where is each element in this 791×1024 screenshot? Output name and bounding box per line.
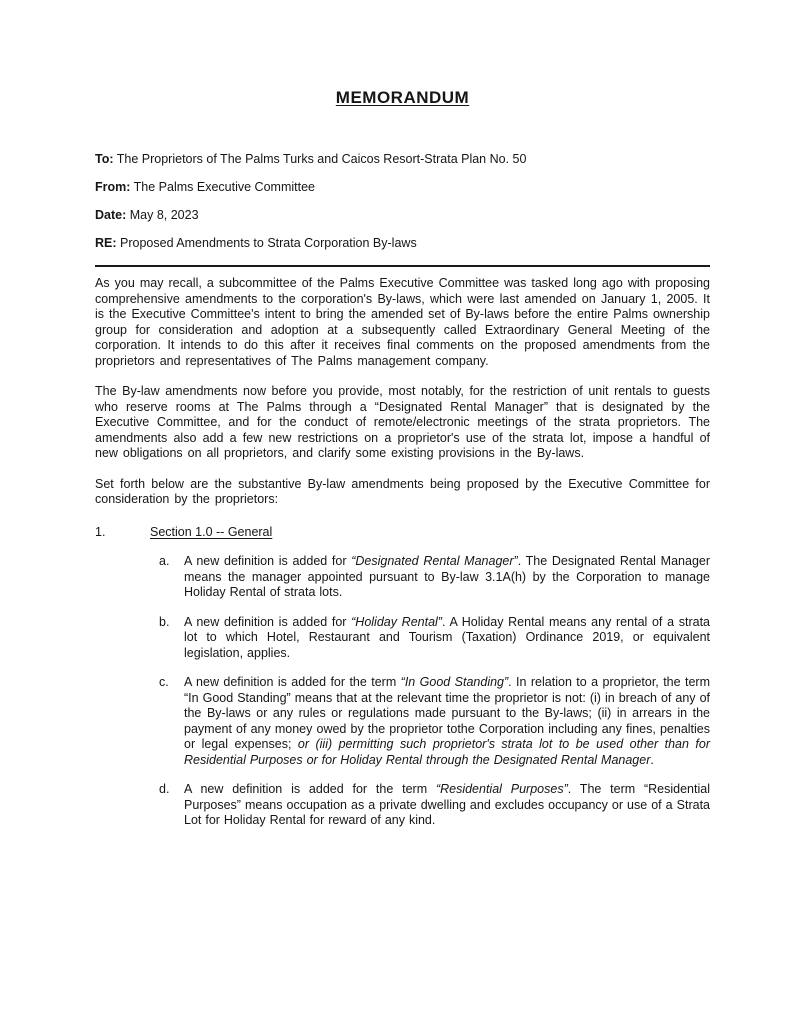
list-item-d (95, 782, 710, 829)
item-b-letter: b. (159, 614, 170, 629)
horizontal-divider (95, 265, 710, 267)
to-label: To: (95, 152, 114, 166)
item-c-text: A new definition is added for the term “In Good Standing”. In relation to a proprietor, the term “In Good Standing” means that at the relevant time the proprietor is not: (i) in breach of any of the By-laws or any rules or regulations made pursuant to the By-laws; (ii) in arrears in the payment of any money owed by the proprietor tothe Corporation including any fines, penalties or legal expenses; or (iii) permitting such proprietor's strata lot to be used other than for Residential Purposes or for Holiday Rental through the Designated Rental Manager. (184, 675, 710, 767)
item-d-text: A new definition is added for the term “Residential Purposes”. The term “Residential Purposes” means occupation as a private dwelling and excludes occupancy or use of a Strata Lot for Holiday Rental for reward of any kind. (184, 782, 710, 827)
re-label: RE: (95, 236, 117, 250)
re-value: Proposed Amendments to Strata Corporation By-laws (120, 236, 417, 250)
item-b-text: A new definition is added for “Holiday Rental”. A Holiday Rental means any rental of a strata lot to which Hotel, Restaurant and Tourism (Taxation) Ordinance 2019, or equivalent legislation, applies. (184, 614, 710, 660)
date-value: May 8, 2023 (129, 208, 199, 222)
item-a-letter: a. (159, 554, 170, 568)
memo-re-line (95, 236, 710, 251)
item-d-letter: d. (159, 782, 170, 796)
section-1-number: 1. (95, 524, 106, 539)
item-c-letter: c. (159, 675, 169, 689)
list-item-c (95, 675, 710, 768)
from-value: The Palms Executive Committee (133, 180, 315, 194)
date-label: Date: (95, 208, 127, 222)
document-title: MEMORANDUM (335, 88, 470, 107)
section-1-heading-row (95, 525, 710, 541)
memo-header-block (95, 152, 710, 251)
paragraph-amendments-overview: The By-law amendments now before you provide, most notably, for the restriction of unit rentals to guests who reserve rooms at The Palms through a “Designated Rental Manager” that is designated by the Executive Committee, and for the conduct of remote/electronic meetings of the strata proprietors. The amendments also add a few new restrictions on a proprietor's use of the strata lot, impose a handful of new obligations on all proprietors, and clarify some existing provisions in the By-laws. (95, 384, 710, 460)
memo-to-line (95, 152, 710, 167)
list-item-b (95, 615, 710, 662)
section-1-heading: Section 1.0 -- General (150, 524, 273, 539)
memo-from-line (95, 180, 710, 195)
to-value: The Proprietors of The Palms Turks and Caicos Resort-Strata Plan No. 50 (116, 152, 527, 166)
memo-date-line (95, 208, 710, 223)
from-label: From: (95, 180, 131, 194)
list-item-a (95, 554, 710, 601)
paragraph-set-forth: Set forth below are the substantive By-law amendments being proposed by the Executive Committee for consideration by the proprietors: (95, 476, 710, 506)
paragraph-intro: As you may recall, a subcommittee of the Palms Executive Committee was tasked long ago with proposing comprehensive amendments to the corporation's By-laws, which were last amended on January 1, 2005. It is the Executive Committee's intent to bring the amended set of By-laws before the entire Palms ownership group for consideration and adoption at a subsequently called Extraordinary General Meeting of the corporation. It intends to do this after it receives final comments on the proposed amendments from the proprietors and representatives of The Palms management company. (95, 276, 710, 368)
item-a-text: A new definition is added for “Designated Rental Manager”. The Designated Rental Manager means the manager appointed pursuant to By-law 3.1A(h) by the Corporation to manage Holiday Rental of strata lots. (184, 554, 711, 599)
